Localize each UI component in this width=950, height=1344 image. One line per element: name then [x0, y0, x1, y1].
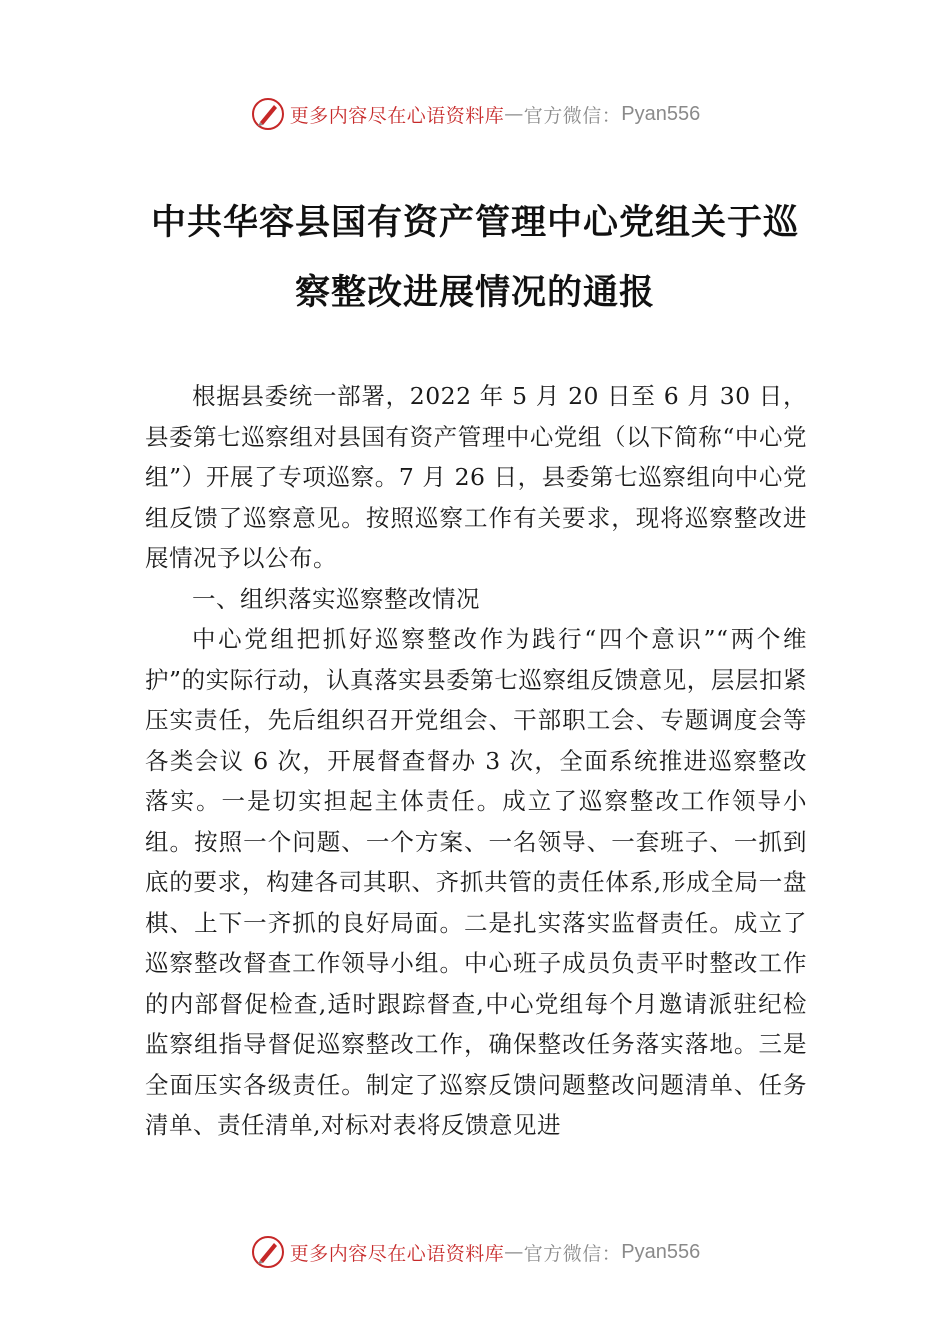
pen-logo-icon	[250, 1234, 286, 1270]
watermark-dash: —	[504, 1241, 524, 1263]
watermark-label: 官方微信：	[523, 1242, 622, 1265]
watermark-main-text: 更多内容尽在心语资料库	[289, 1242, 505, 1265]
pen-logo-icon	[250, 96, 286, 132]
watermark-label: 官方微信：	[523, 104, 622, 127]
footer-watermark	[0, 1232, 950, 1272]
document-body	[145, 376, 807, 1146]
paragraph-section-1: 中心党组把抓好巡察整改作为践行“四个意识”“两个维护”的实际行动，认真落实县委第七巡察组反馈意见，层层扣紧压实责任，先后组织召开党组会、干部职工会、专题调度会等各类会议 6 次，开展督查督办 3 次，全面系统推进巡察整改落实。一是切实担起主体责任。成立了巡察整改工作领导小组。按照一个问题、一个方案、一名领导、一套班子、一抓到底的要求，构建各司其职、齐抓共管的责任体系,形成全局一盘棋、上下一齐抓的良好局面。二是扎实落实监督责任。成立了巡察整改督查工作领导小组。中心班子成员负责平时整改工作的内部督促检查,适时跟踪督查,中心党组每个月邀请派驻纪检监察组指导督促巡察整改工作，确保整改任务落实落地。三是全面压实各级责任。制定了巡察反馈问题整改问题清单、任务清单、责任清单,对标对表将反馈意见进	[145, 625, 807, 1139]
watermark-account: Pyan556	[621, 1240, 701, 1263]
watermark-account: Pyan556	[621, 102, 701, 125]
watermark-main-text: 更多内容尽在心语资料库	[289, 104, 505, 127]
section-heading-1: 一、组织落实巡察整改情况	[192, 584, 480, 613]
document-title: 中共华容县国有资产管理中心党组关于巡察整改进展情况的通报	[150, 203, 799, 313]
paragraph-intro: 根据县委统一部署，2022 年 5 月 20 日至 6 月 30 日，县委第七巡察组对县国有资产管理中心党组（以下简称“中心党组”）开展了专项巡察。7 月 26 日，县委第七巡察组向中心党组反馈了巡察意见。按照巡察工作有关要求，现将巡察整改进展情况予以公布。	[145, 382, 807, 572]
watermark-dash: —	[504, 103, 524, 125]
header-watermark	[0, 94, 950, 134]
